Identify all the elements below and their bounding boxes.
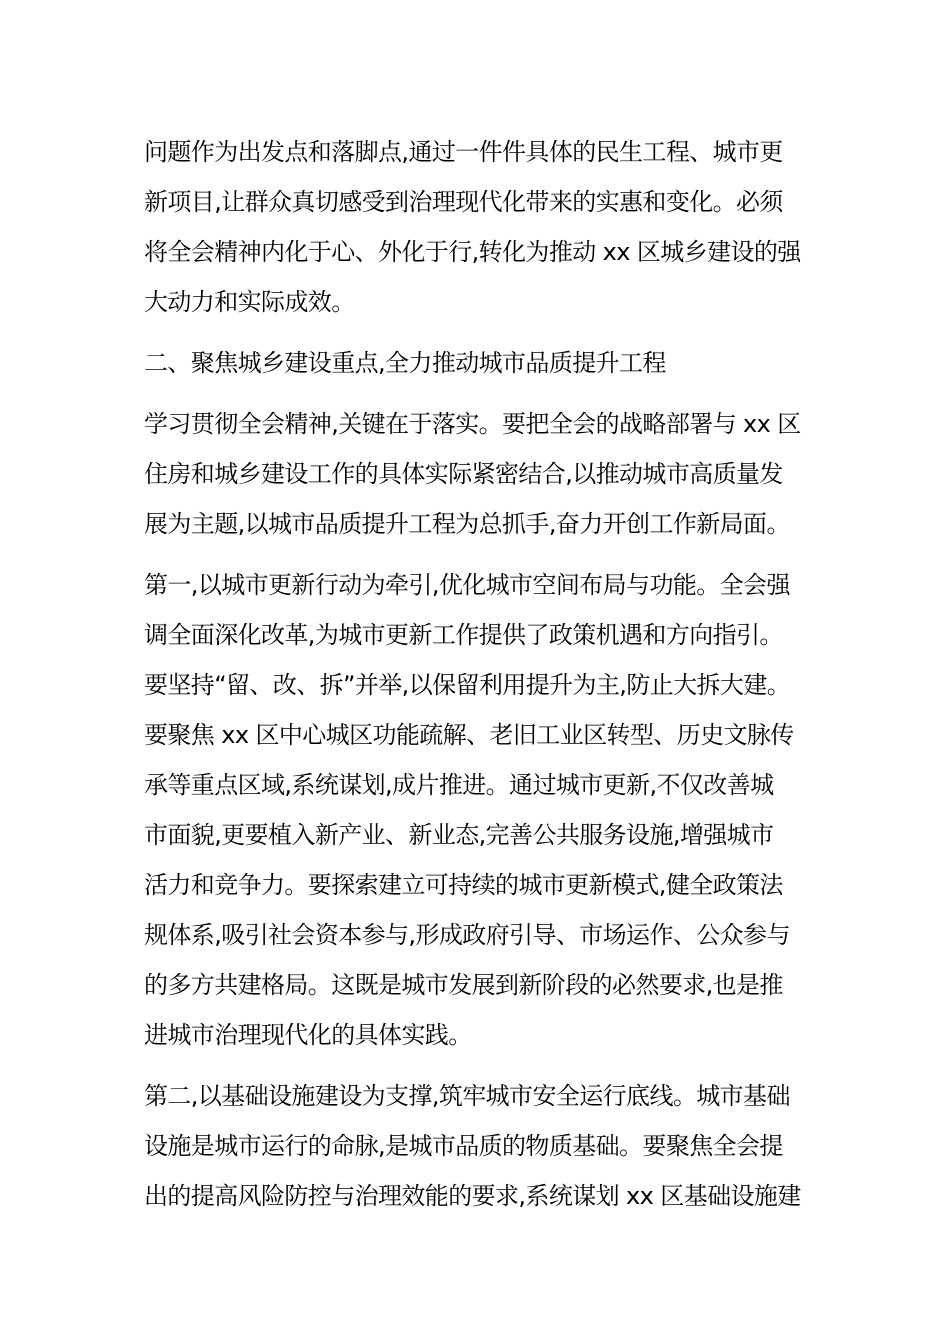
paragraph [144,399,824,549]
text-line: 规体系,吸引社会资本参与,形成政府引导、市场运作、公众参与 [144,921,790,949]
heading-line: 二、聚焦城乡建设重点,全力推动城市品质提升工程 [144,349,666,377]
section-heading [144,338,824,388]
text-line: 大动力和实际成效。 [144,288,355,316]
text-line: 第二,以基础设施建设为支撑,筑牢城市安全运行底线。城市基础 [144,1082,790,1110]
text-line: 第一,以城市更新行动为牵引,优化城市空间布局与功能。全会强 [144,571,790,599]
text-line: 要坚持“留、改、拆”并举,以保留利用提升为主,防止大拆大建。 [144,671,791,699]
text-line: 进城市治理现代化的具体实践。 [144,1021,472,1049]
document-body [144,127,824,1221]
text-line: 展为主题,以城市品质提升工程为总抓手,奋力开创工作新局面。 [144,510,790,538]
text-line: 学习贯彻全会精神,关键在于落实。要把全会的战略部署与 xx 区 [144,410,801,438]
text-line: 新项目,让群众真切感受到治理现代化带来的实惠和变化。必须 [144,188,783,216]
paragraph-spacer [144,549,824,560]
paragraph [144,560,824,1060]
text-line: 要聚焦 xx 区中心城区功能疏解、老旧工业区转型、历史文脉传 [144,721,794,749]
paragraph [144,1071,824,1221]
paragraph-spacer [144,388,824,399]
text-line: 承等重点区域,系统谋划,成片推进。通过城市更新,不仅改善城 [144,771,774,799]
text-line: 活力和竞争力。要探索建立可持续的城市更新模式,健全政策法 [144,871,783,899]
text-line: 问题作为出发点和落脚点,通过一件件具体的民生工程、城市更 [144,138,783,166]
paragraph [144,127,824,327]
text-line: 出的提高风险防控与治理效能的要求,系统谋划 xx 区基础设施建 [144,1182,801,1210]
text-line: 的多方共建格局。这既是城市发展到新阶段的必然要求,也是推 [144,971,783,999]
text-line: 市面貌,更要植入新产业、新业态,完善公共服务设施,增强城市 [144,821,774,849]
paragraph-spacer [144,327,824,338]
text-line: 调全面深化改革,为城市更新工作提供了政策机遇和方向指引。 [144,621,783,649]
paragraph-spacer [144,1060,824,1071]
text-line: 设施是城市运行的命脉,是城市品质的物质基础。要聚焦全会提 [144,1132,783,1160]
text-line: 住房和城乡建设工作的具体实际紧密结合,以推动城市高质量发 [144,460,783,488]
text-line: 将全会精神内化于心、外化于行,转化为推动 xx 区城乡建设的强 [144,238,801,266]
